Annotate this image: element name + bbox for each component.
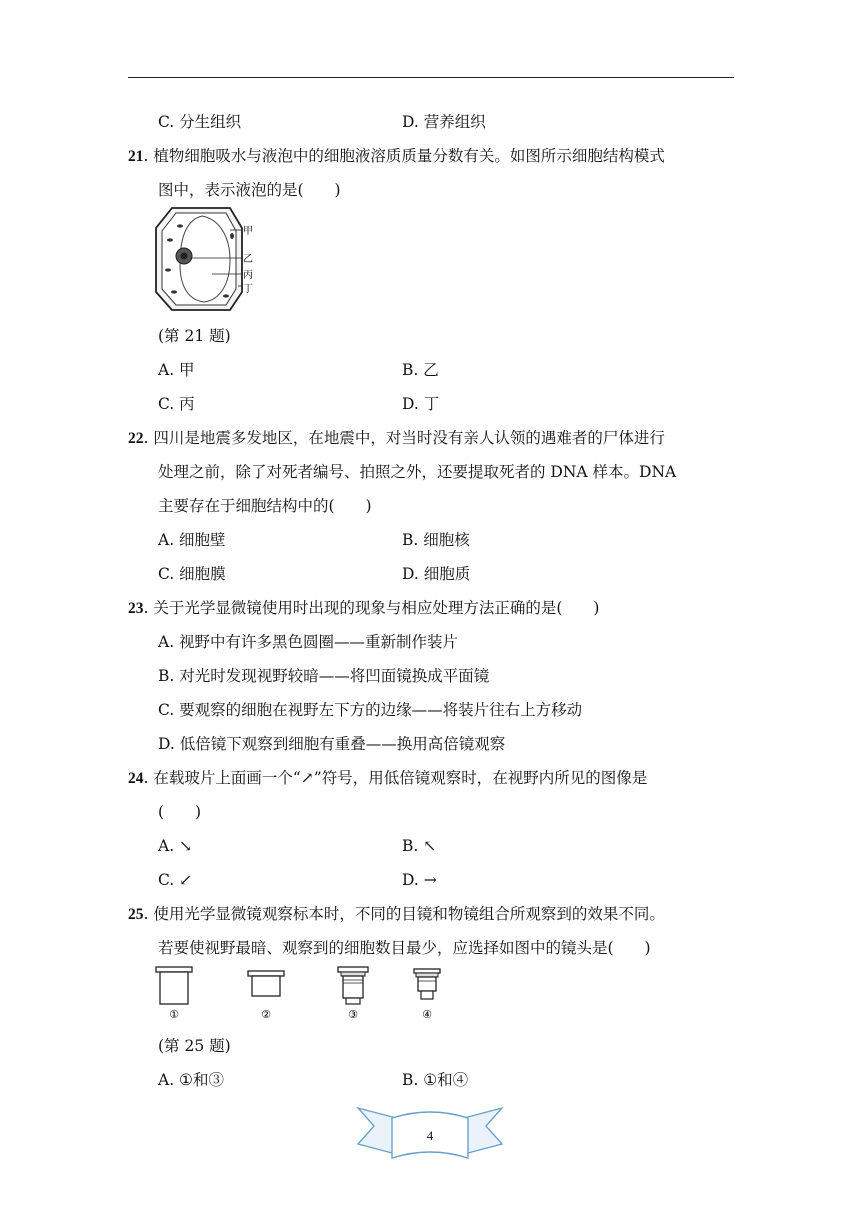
q25-option-a: A. ①和③	[158, 1071, 224, 1089]
q24-option-a: A. ↘	[158, 837, 193, 855]
lens-label-3: ③	[348, 1008, 358, 1021]
q24-stem-line2: ( )	[158, 803, 202, 821]
q21-option-c: C. 丙	[158, 395, 195, 413]
page-number: 4	[426, 1128, 434, 1143]
q21-caption: (第 21 题)	[158, 327, 231, 345]
q22-stem-line2: 处理之前，除了对死者编号、拍照之外，还要提取死者的 DNA 样本。DNA	[158, 463, 677, 481]
q21-number: 21	[128, 148, 144, 165]
lens-1	[156, 967, 192, 1021]
q23-option-a: A. 视野中有许多黑色圆圈——重新制作装片	[158, 633, 459, 651]
q21-stem-line1: 21. 植物细胞吸水与液泡中的细胞液溶质质量分数有关。如图所示细胞结构模式	[128, 147, 665, 165]
cell-label-yi: 乙	[243, 254, 253, 265]
lens-3	[338, 967, 368, 1021]
q24-option-b: B. ↖	[402, 837, 437, 855]
q22-option-d: D. 细胞质	[402, 565, 471, 583]
q25-stem-line2: 若要使视野最暗、观察到的细胞数目最少，应选择如图中的镜头是( )	[158, 939, 651, 957]
q23-option-b: B. 对光时发现视野较暗——将凹面镜换成平面镜	[158, 667, 490, 685]
lens-diagram	[150, 964, 450, 1024]
q23-stem-line1: 23. 关于光学显微镜使用时出现的现象与相应处理方法正确的是( )	[128, 599, 600, 617]
header-rule	[128, 77, 734, 78]
q24-stem-line1: 24. 在载玻片上面画一个“↗”符号，用低倍镜观察时，在视野内所见的图像是	[128, 769, 648, 787]
cell-label-jia: 甲	[243, 226, 253, 237]
q22-option-b: B. 细胞核	[402, 531, 470, 549]
q22-option-c: C. 细胞膜	[158, 565, 226, 583]
q24-number: 24	[128, 770, 144, 787]
q24-option-d: D. →	[402, 871, 437, 889]
page-number-ribbon	[356, 1104, 504, 1166]
q22-number: 22	[128, 430, 144, 447]
q25-number: 25	[128, 906, 144, 923]
q22-stem-line3: 主要存在于细胞结构中的( )	[158, 497, 372, 515]
q22-stem-line1: 22. 四川是地震多发地区，在地震中，对当时没有亲人认领的遇难者的尸体进行	[128, 429, 665, 447]
q21-stem-line2: 图中，表示液泡的是( )	[158, 181, 341, 199]
lens-2	[248, 971, 284, 1021]
cell-label-bing: 丙	[243, 270, 253, 281]
q21-option-b: B. 乙	[402, 361, 439, 379]
lens-label-2: ②	[261, 1008, 271, 1021]
q24-option-c: C. ↙	[158, 871, 193, 889]
q23-option-d: D. 低倍镜下观察到细胞有重叠——换用高倍镜观察	[158, 735, 506, 753]
q20-option-d: D. 营养组织	[402, 113, 486, 131]
q23-number: 23	[128, 600, 144, 617]
plant-cell-diagram	[150, 206, 260, 314]
cell-label-ding: 丁	[243, 284, 253, 295]
q25-stem-line1: 25. 使用光学显微镜观察标本时，不同的目镜和物镜组合所观察到的效果不同。	[128, 905, 665, 923]
q25-caption: (第 25 题)	[158, 1037, 231, 1055]
lens-label-1: ①	[169, 1008, 179, 1021]
q22-option-a: A. 细胞壁	[158, 531, 226, 549]
q25-option-b: B. ①和④	[402, 1071, 469, 1089]
q21-option-d: D. 丁	[402, 395, 440, 413]
q20-option-c: C. 分生组织	[158, 113, 242, 131]
lens-4	[414, 969, 440, 1021]
lens-label-4: ④	[422, 1008, 432, 1021]
q21-option-a: A. 甲	[158, 361, 195, 379]
q23-option-c: C. 要观察的细胞在视野左下方的边缘——将装片往右上方移动	[158, 701, 583, 719]
